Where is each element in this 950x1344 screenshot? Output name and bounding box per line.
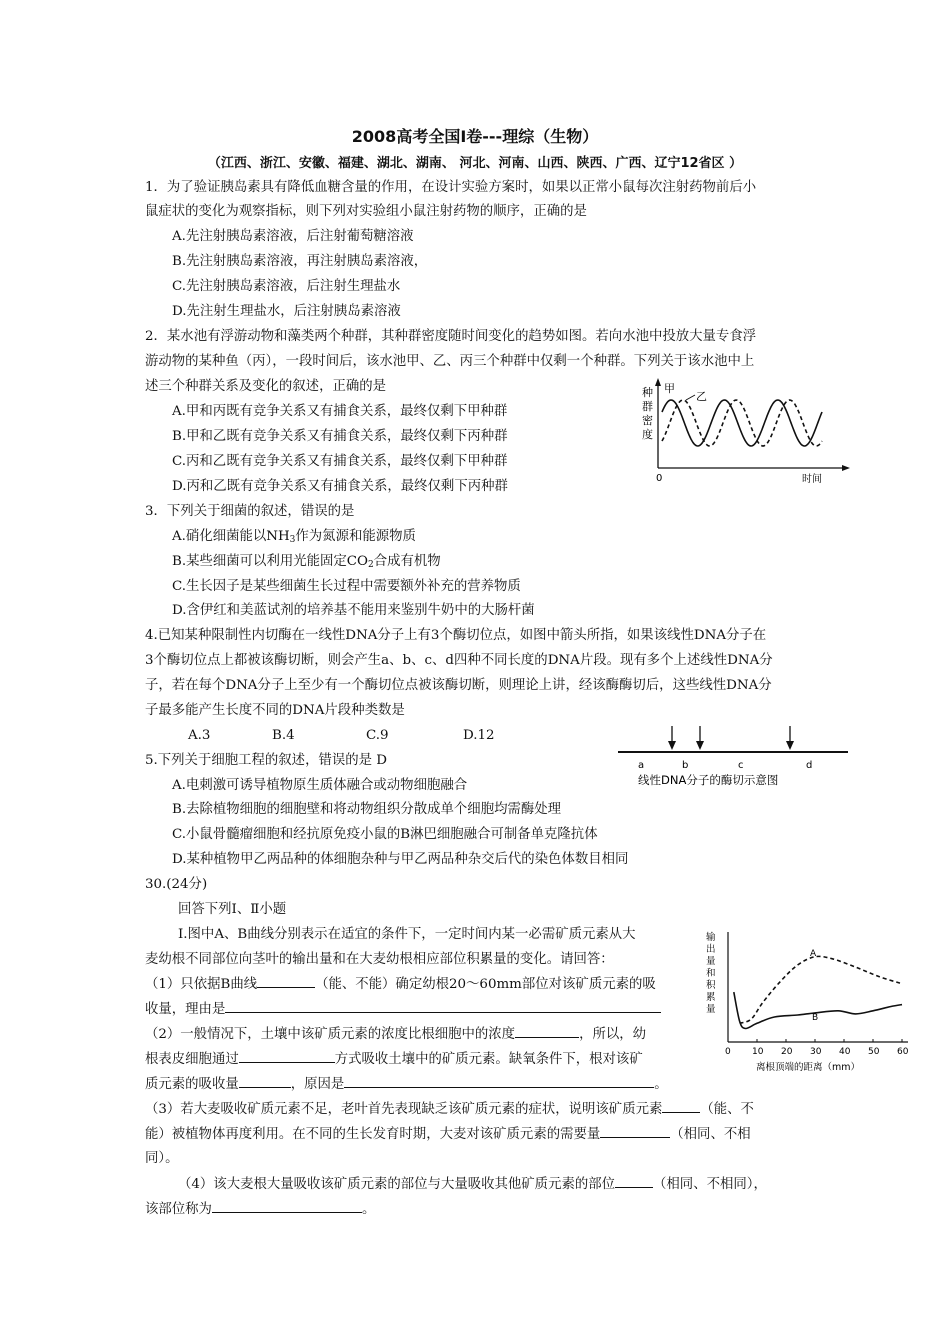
answer-blank-4[interactable] (239, 1049, 335, 1063)
x-tick-label: 50 (868, 1047, 880, 1057)
cut-arrow-3 (786, 726, 794, 750)
q30-sub3-line-2 (145, 1124, 751, 1144)
q30-s1-text-c: 收量，理由是 (145, 1002, 226, 1017)
mineral-ylabel-char-5: 积 (706, 980, 716, 991)
q30-sub2-line-1 (145, 1024, 646, 1044)
mineral-ylabel-char-3: 量 (706, 956, 716, 967)
q30-s2-text-d: 方式吸收土壤中的矿质元素。缺氧条件下，根对该矿 (334, 1052, 643, 1067)
mineral-ylabel (706, 931, 716, 1015)
q30-sub4-line-2 (145, 1199, 375, 1219)
x-tick-label: 40 (839, 1047, 851, 1057)
q3-option-d: D.含伊红和美蓝试剂的培养基不能用来鉴别牛奶中的大肠杆菌 (172, 603, 535, 618)
answer-blank-5[interactable] (239, 1074, 291, 1088)
mineral-distribution-chart (704, 924, 916, 1078)
segment-c: c (738, 760, 744, 771)
q3-option-a-post: 作为氮源和能源物质 (295, 529, 416, 544)
curve-a-label: A (810, 949, 817, 959)
population-density-chart (636, 378, 854, 486)
q30-s2-text-b: ，所以，幼 (579, 1027, 647, 1042)
mineral-xlabel: 离根顶端的距离（mm） (756, 1062, 861, 1073)
answer-blank-3[interactable] (515, 1024, 579, 1038)
q3-option-b (172, 552, 441, 575)
pop-xlabel: 时间 (802, 474, 822, 485)
q1-option-c: C.先注射胰岛素溶液，后注射生理盐水 (172, 279, 401, 294)
cut-arrow-2 (696, 726, 704, 750)
q30-part1-line-2: 麦幼根不同部位向茎叶的输出量和在大麦幼根相应部位积累量的变化。请回答： (145, 952, 614, 967)
mineral-ylabel-char-1: 输 (706, 932, 716, 943)
curve-b (734, 992, 902, 1028)
q30-s1-text-b: （能、不能）确定幼根20～60mm部位对该矿质元素的吸 (315, 977, 656, 992)
pop-ylabel-char-2: 群 (642, 400, 653, 413)
pop-label-yi: 乙 (696, 390, 707, 403)
q30-intro: 回答下列Ⅰ、Ⅱ小题 (178, 902, 287, 917)
q5-option-c: C.小鼠骨髓瘤细胞和经抗原免疫小鼠的B淋巴细胞融合可制备单克隆抗体 (172, 827, 598, 842)
answer-blank-9[interactable] (615, 1174, 653, 1188)
q30-s3-text-b: （能、不 (700, 1102, 754, 1117)
q30-s3-text-a: （3）若大麦吸收矿质元素不足，老叶首先表现缺乏该矿质元素的症状，说明该矿质元素 (145, 1102, 663, 1117)
curve-b-label: B (812, 1013, 819, 1023)
answer-blank-2[interactable] (225, 999, 661, 1013)
q4-option-b: B.4 (272, 728, 295, 743)
x-tick-label: 10 (752, 1047, 764, 1057)
q30-heading: 30.(24分) (145, 877, 208, 892)
q2-option-a: A.甲和丙既有竞争关系又有捕食关系，最终仅剩下甲种群 (172, 404, 508, 419)
q30-part1-line-1: Ⅰ.图中A、B曲线分别表示在适宜的条件下，一定时间内某一必需矿质元素从大 (178, 927, 636, 942)
q30-s4-text-d: 。 (361, 1202, 376, 1217)
q30-s4-text-a: （4）该大麦根大量吸收该矿质元素的部位与大量吸收其他矿质元素的部位 (178, 1177, 616, 1192)
q30-sub2-line-3 (145, 1074, 668, 1094)
q2-option-c: C.丙和乙既有竞争关系又有捕食关系，最终仅剩下甲种群 (172, 454, 508, 469)
q3-option-b-sub: 2 (368, 560, 374, 570)
q30-s4-text-c: 该部位称为 (145, 1202, 212, 1217)
answer-blank-10[interactable] (212, 1199, 362, 1213)
q30-sub3-line-3: 同）。 (145, 1151, 179, 1166)
q3-option-a-sub: 3 (289, 535, 296, 545)
q5-option-d: D.某种植物甲乙两品种的体细胞杂种与甲乙两品种杂交后代的染色体数目相同 (172, 852, 629, 867)
q30-s2-text-g: 。 (654, 1077, 668, 1092)
mineral-ylabel-char-7: 量 (706, 1004, 716, 1015)
q3-option-b-pre: B.某些细菌可以利用光能固定CO (172, 554, 369, 569)
q3-stem: 3．下列关于细菌的叙述，错误的是 (145, 504, 355, 519)
q3-option-a (172, 527, 416, 550)
q5-option-b: B.去除植物细胞的细胞壁和将动物组织分散成单个细胞均需酶处理 (172, 802, 562, 817)
q2-stem-line-3: 述三个种群关系及变化的叙述，正确的是 (145, 379, 387, 394)
q1-option-d: D.先注射生理盐水，后注射胰岛素溶液 (172, 304, 401, 319)
q5-option-a: A.电刺激可诱导植物原生质体融合或动物细胞融合 (172, 778, 468, 793)
q30-s3-text-c: 能）被植物体再度利用。在不同的生长发育时期，大麦对该矿质元素的需要量 (145, 1127, 601, 1142)
pop-ylabel-char-3: 密 (642, 414, 653, 427)
pop-y-arrow (655, 378, 661, 386)
mineral-ylabel-char-4: 和 (706, 968, 716, 979)
q3-option-c: C.生长因子是某些细菌生长过程中需要额外补充的营养物质 (172, 579, 521, 594)
pop-x-arrow (842, 465, 850, 471)
x-tick-label: 60 (897, 1047, 909, 1057)
q1-stem-line-2: 鼠症状的变化为观察指标，则下列对实验组小鼠注射药物的顺序，正确的是 (145, 204, 587, 219)
x-tick-label: 20 (781, 1047, 793, 1057)
q2-option-b: B.甲和乙既有竞争关系又有捕食关系，最终仅剩下丙种群 (172, 429, 508, 444)
q30-sub3-line-1 (145, 1099, 754, 1119)
q4-option-d: D.12 (463, 728, 495, 743)
q30-s2-text-c: 根表皮细胞通过 (145, 1052, 239, 1067)
q4-stem-line-4: 子最多能产生长度不同的DNA片段种类数是 (145, 703, 405, 718)
cut-arrow-1 (668, 726, 676, 750)
dna-caption: 线性DNA分子的酶切示意图 (638, 773, 779, 787)
answer-blank-1[interactable] (257, 974, 315, 988)
curve-jia (662, 400, 822, 446)
q4-option-c: C.9 (366, 728, 389, 743)
x-tick-label: 0 (725, 1047, 731, 1057)
q1-option-a: A.先注射胰岛素溶液，后注射葡萄糖溶液 (172, 229, 414, 244)
q30-sub4-line-1 (178, 1174, 767, 1194)
q30-sub1-line-1 (145, 974, 656, 994)
answer-blank-7[interactable] (662, 1099, 700, 1113)
q4-stem-line-2: 3个酶切位点上都被该酶切断，则会产生a、b、c、d四种不同长度的DNA片段。现有多个上述线性DNA分 (145, 653, 773, 668)
q30-s2-text-a: （2）一般情况下，土壤中该矿质元素的浓度比根细胞中的浓度 (145, 1027, 516, 1042)
q30-s1-text-a: （1）只依据B曲线 (145, 977, 258, 992)
pop-ylabel-char-4: 度 (642, 428, 653, 441)
answer-blank-6[interactable] (344, 1074, 654, 1088)
q4-stem-line-1: 4.已知某种限制性内切酶在一线性DNA分子上有3个酶切位点，如图中箭头所指，如果该线性DNA分子在 (145, 628, 767, 643)
q30-s3-text-d: （相同、不相 (670, 1127, 751, 1142)
mineral-ylabel-char-2: 出 (706, 944, 716, 955)
q30-sub1-line-2 (145, 999, 661, 1019)
q1-stem-line-1: 1．为了验证胰岛素具有降低血糖含量的作用，在设计实验方案时，如果以正常小鼠每次注射药物前后小 (145, 180, 757, 195)
segment-a: a (638, 760, 645, 771)
mineral-ylabel-char-6: 累 (706, 992, 716, 1003)
segment-d: d (806, 760, 813, 771)
page-title: 2008高考全国Ⅰ卷---理综（生物） (351, 127, 599, 146)
q4-option-a: A.3 (188, 728, 211, 743)
x-tick-label: 30 (810, 1047, 822, 1057)
q30-s2-text-e: 质元素的吸收量 (145, 1077, 239, 1092)
q1-option-b: B.先注射胰岛素溶液，再注射胰岛素溶液， (172, 254, 428, 269)
q2-option-d: D.丙和乙既有竞争关系又有捕食关系，最终仅剩下丙种群 (172, 479, 508, 494)
q30-sub2-line-2 (145, 1049, 643, 1069)
segment-b: b (682, 760, 689, 771)
answer-blank-8[interactable] (600, 1124, 670, 1138)
q2-stem-line-1: 2．某水池有浮游动物和藻类两个种群，其种群密度随时间变化的趋势如图。若向水池中投放大量专食浮 (145, 329, 757, 344)
pop-label-jia: 甲 (664, 382, 675, 395)
q30-s4-text-b: （相同、不相同）， (653, 1177, 767, 1192)
dna-cut-diagram (612, 720, 852, 792)
page-subtitle: （江西、浙江、安徽、福建、湖北、湖南、 河北、河南、山西、陕西、广西、辽宁12省区 ） (207, 156, 743, 171)
pop-label-yi-leader (686, 395, 695, 400)
pop-origin: 0 (656, 473, 663, 484)
curve-a (740, 956, 902, 1023)
q3-option-a-pre: A.硝化细菌能以NH (172, 529, 290, 544)
q2-stem-line-2: 游动物的某种鱼（丙），一段时间后，该水池甲、乙、丙三个种群中仅剩一个种群。下列关于该水池中上 (145, 354, 755, 369)
q30-s2-text-f: ，原因是 (290, 1077, 345, 1092)
pop-ylabel-char-1: 种 (642, 386, 653, 399)
q4-stem-line-3: 子，若在每个DNA分子上至少有一个酶切位点被该酶切断，则理论上讲，经该酶酶切后，这些线性DNA分 (145, 678, 772, 693)
q3-option-b-post: 合成有机物 (373, 554, 441, 569)
q5-stem: 5.下列关于细胞工程的叙述，错误的是 D (145, 753, 388, 768)
